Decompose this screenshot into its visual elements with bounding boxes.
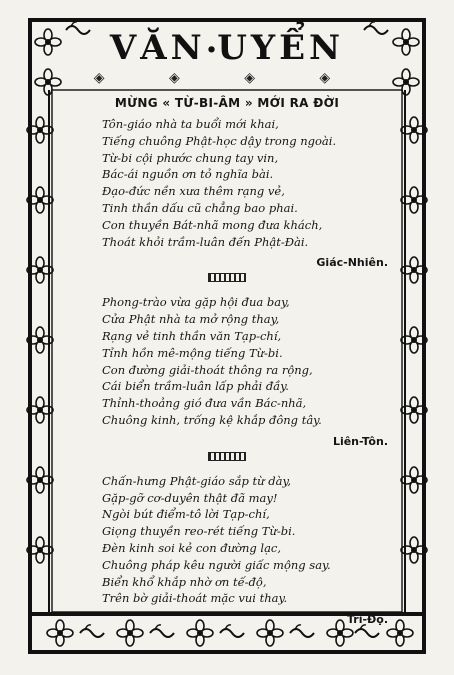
section-divider [208,273,246,282]
poem-3 [62,473,392,626]
poem-line: Cái biển trầm-luân lấp phải đầy. [102,379,289,394]
poem-line: Giọng thuyền reo-rét tiếng Từ-bi. [102,524,296,539]
title-separator: • [205,39,218,61]
poem-line: Đạo-đức nền xưa thêm rạng vẻ, [102,184,285,199]
poem-heading: MỪNG « TỪ-BI-ÂM » MỚI RA ĐỜI [114,96,340,110]
poem-line: Cửa Phật nhà ta mở rộng thay, [102,312,280,327]
poem-line: Chuông pháp kêu người giấc mộng say. [102,557,331,572]
poem-author: Giác-Nhiên. [316,256,388,270]
poem-line: Tỉnh hồn mê-mộng tiếng Từ-bi. [102,345,283,360]
poem-line: Trên bờ giải-thoát mặc vui thay. [102,591,288,606]
poem-content [62,96,392,630]
poem-line: Phong-trào vừa gặp hội đua bay, [102,295,290,310]
poem-line: Tiếng chuông Phật-học dậy trong ngoài. [102,133,337,148]
poem-line: Từ-bi cội phước chung tay vin, [102,150,279,165]
poem-line: Thoát khỏi trầm-luân đến Phật-Đài. [102,234,309,249]
poem-line: Chấn-hưng Phật-giáo sắp từ dày, [102,473,292,488]
poem-line: Thỉnh-thoảng gió đưa vần Bác-nhã, [102,396,307,411]
poem-author: Trí-Độ. [346,613,388,627]
poem-line: Rạng vẻ tinh thần văn Tạp-chí, [102,328,282,343]
diamond-ornaments: ◈ ◈ ◈ ◈ [93,70,361,86]
poem-line: Đèn kinh soi kẻ con đường lạc, [102,540,282,555]
poem-line: Con đường giải-thoát thông ra rộng, [102,362,313,377]
title-right: UYỂN [217,28,345,68]
poem-line: Tinh thần dấu cũ chẳng bao phai. [102,200,298,215]
poem-line: Biển khổ khắp nhờ ơn tế-độ, [102,574,267,589]
section-divider [208,452,246,461]
poem-author: Liên-Tôn. [332,434,388,448]
poem-1 [62,116,392,269]
poem-2 [62,294,392,447]
poem-line: Bác-ái nguồn ơn tỏ nghĩa bài. [102,167,274,182]
poem-line: Ngòi bút điểm-tô lời Tạp-chí, [102,507,270,522]
title-left: VĂN [109,28,206,68]
poem-line: Con thuyền Bát-nhã mong đưa khách, [102,217,323,232]
section-title [0,28,454,68]
poem-line: Tôn-giáo nhà ta buổi mới khai, [102,117,279,131]
poem-line: Chuông kinh, trống kệ khắp đông tây. [102,412,322,427]
poem-line: Gặp-gỡ cơ-duyên thật đã may! [102,490,278,505]
